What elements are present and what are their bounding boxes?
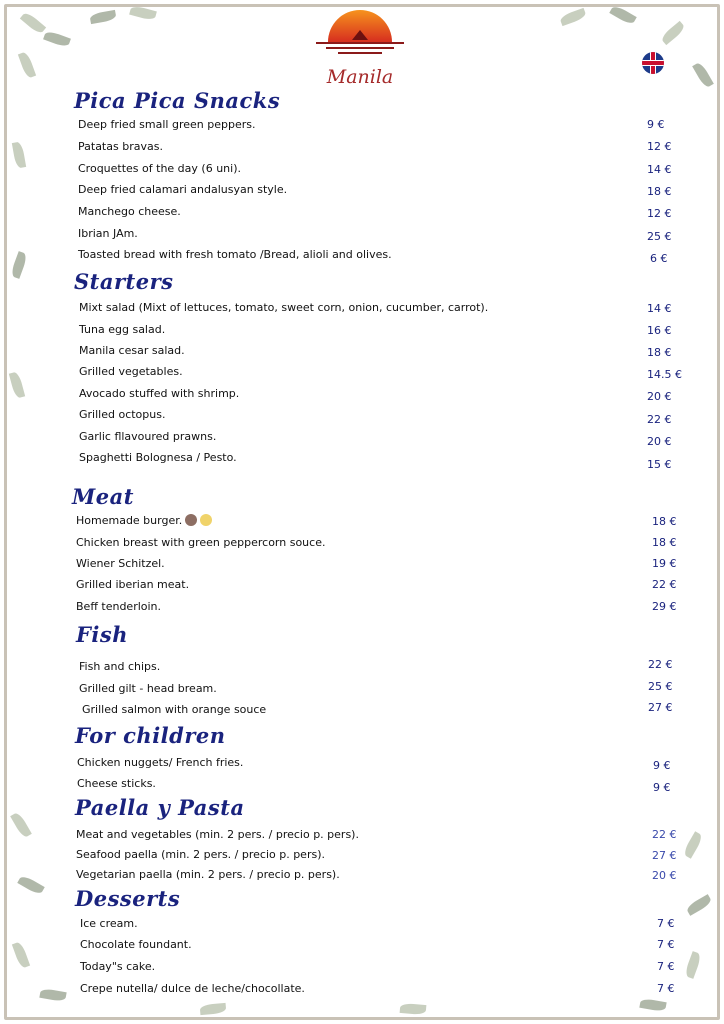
menu-item-name: Meat and vegetables (min. 2 pers. / precio p. pers). (76, 828, 359, 841)
menu-item-price: 14 € (647, 163, 672, 176)
section-title-children: For children (75, 723, 226, 748)
menu-item-price: 9 € (647, 118, 665, 131)
menu-item-price: 25 € (648, 680, 673, 693)
menu-item-price: 22 € (647, 413, 672, 426)
menu-item-name: Avocado stuffed with shrimp. (79, 387, 240, 400)
menu-item-price: 18 € (647, 346, 672, 359)
menu-item-price: 29 € (652, 600, 677, 613)
menu-item-price: 18 € (647, 185, 672, 198)
menu-item-name: Grilled salmon with orange souce (82, 703, 267, 716)
menu-item-name: Fish and chips. (79, 660, 161, 673)
menu-item-price: 14.5 € (647, 368, 682, 381)
menu-item-price: 12 € (647, 207, 672, 220)
menu-item-name: Chicken nuggets/ French fries. (77, 756, 244, 769)
menu-item-name: Grilled iberian meat. (76, 578, 190, 591)
menu-item-name: Tuna egg salad. (79, 323, 166, 336)
menu-item-price: 7 € (657, 982, 675, 995)
menu-item-price: 22 € (648, 658, 673, 671)
section-title-paella: Paella y Pasta (75, 795, 245, 820)
restaurant-logo (310, 4, 410, 94)
menu-item-price: 25 € (647, 230, 672, 243)
menu-item-name: Manchego cheese. (78, 205, 181, 218)
menu-item-name: Garlic fllavoured prawns. (79, 430, 217, 443)
menu-item-price: 22 € (652, 828, 677, 841)
menu-item-price: 7 € (657, 917, 675, 930)
menu-item-price: 20 € (647, 390, 672, 403)
menu-item-name: Deep fried small green peppers. (78, 118, 256, 131)
menu-item-name: Grilled vegetables. (79, 365, 183, 378)
menu-item-price: 7 € (657, 960, 675, 973)
restaurant-name: Manila (326, 66, 394, 88)
menu-item-price: 19 € (652, 557, 677, 570)
menu-item-price: 27 € (648, 701, 673, 714)
menu-item-price: 9 € (653, 759, 671, 772)
menu-item-price: 6 € (650, 252, 668, 265)
menu-item-name: Croquettes of the day (6 uni). (78, 162, 241, 175)
menu-item-name: Today"s cake. (80, 960, 156, 973)
menu-item-name: Patatas bravas. (78, 140, 163, 153)
section-title-snacks: Pica Pica Snacks (74, 88, 281, 113)
menu-item-price: 18 € (652, 536, 677, 549)
menu-item-price: 12 € (647, 140, 672, 153)
uk-flag-icon[interactable] (642, 52, 664, 74)
menu-item-price: 20 € (652, 869, 677, 882)
gluten-icon (185, 514, 197, 526)
section-title-desserts: Desserts (75, 886, 181, 911)
menu-item-name (76, 514, 212, 527)
section-title-meat: Meat (72, 484, 134, 509)
egg-icon (200, 514, 212, 526)
menu-item-name: Grilled octopus. (79, 408, 166, 421)
menu-item-price: 22 € (652, 578, 677, 591)
menu-item-name: Grilled gilt - head bream. (79, 682, 217, 695)
menu-item-name: Vegetarian paella (min. 2 pers. / precio p. pers). (76, 868, 340, 881)
menu-item-name: Crepe nutella/ dulce de leche/chocollate. (80, 982, 305, 995)
menu-item-label: Homemade burger. (76, 514, 183, 527)
section-title-fish: Fish (76, 622, 128, 647)
menu-item-price: 18 € (652, 515, 677, 528)
menu-item-price: 20 € (647, 435, 672, 448)
menu-item-name: Ice cream. (80, 917, 138, 930)
menu-item-name: Cheese sticks. (77, 777, 156, 790)
menu-item-name: Beff tenderloin. (76, 600, 162, 613)
menu-item-name: Chicken breast with green peppercorn souce. (76, 536, 326, 549)
menu-item-name: Toasted bread with fresh tomato /Bread, alioli and olives. (78, 248, 392, 261)
menu-item-name: Chocolate foundant. (80, 938, 192, 951)
menu-item-name: Deep fried calamari andalusyan style. (78, 183, 288, 196)
menu-item-price: 14 € (647, 302, 672, 315)
menu-item-name: Seafood paella (min. 2 pers. / precio p. pers). (76, 848, 325, 861)
menu-item-price: 9 € (653, 781, 671, 794)
menu-item-name: Spaghetti Bolognesa / Pesto. (79, 451, 237, 464)
menu-item-name: Mixt salad (Mixt of lettuces, tomato, sweet corn, onion, cucumber, carrot). (79, 301, 489, 314)
menu-item-price: 27 € (652, 849, 677, 862)
section-title-starters: Starters (74, 269, 174, 294)
menu-item-price: 16 € (647, 324, 672, 337)
menu-item-price: 15 € (647, 458, 672, 471)
menu-item-name: Ibrian JAm. (78, 227, 138, 240)
menu-item-name: Wiener Schitzel. (76, 557, 165, 570)
menu-item-name: Manila cesar salad. (79, 344, 185, 357)
sunset-logo-icon (310, 4, 410, 66)
menu-item-price: 7 € (657, 938, 675, 951)
